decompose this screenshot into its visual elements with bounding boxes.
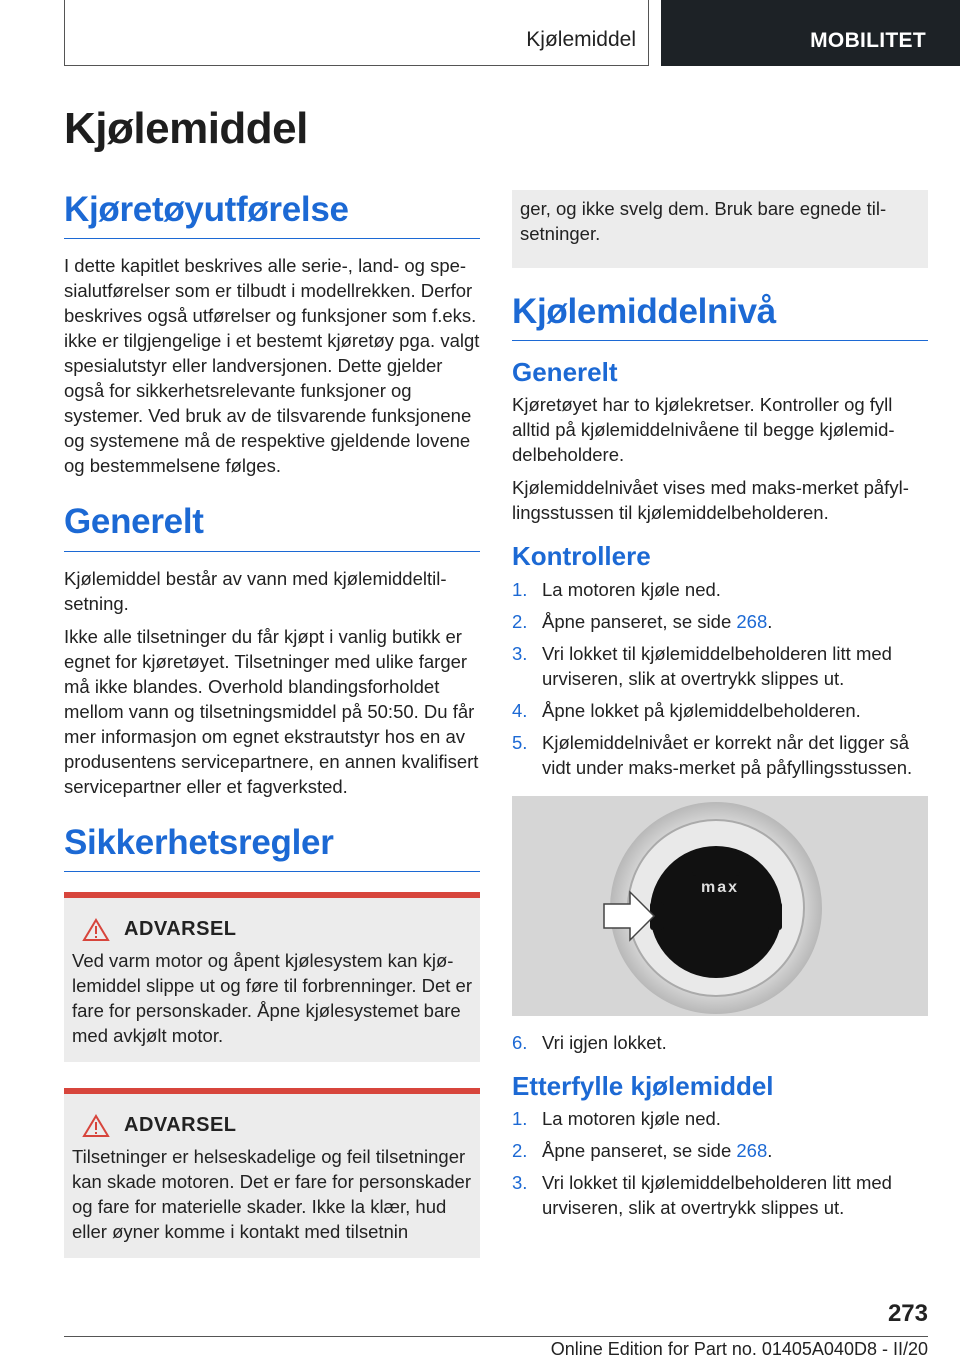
coolant-general-text-2: Kjølemiddelnivået vises med maks-merket påfyllingsstussen til kjølemiddelbeholderen. <box>512 477 909 524</box>
coolant-filler-illustration <box>512 796 928 1016</box>
warning-text-continued: ger, og ikke svelg dem. Bruk bare egnede tilsetninger. <box>520 198 887 244</box>
list-item: 4. Åpne lokket på kjølemiddelbeholderen. <box>512 699 861 721</box>
heading-coolant-level: Kjølemiddelnivå <box>512 292 928 341</box>
heading-general: Generelt <box>64 502 480 551</box>
section-general <box>64 502 480 798</box>
subheading-check: Kontrollere <box>512 541 651 572</box>
list-item: 3. Vri lokket til kjølemiddelbeholderen litt med urviseren, slik at overtrykk slippes ut. <box>512 1171 892 1218</box>
right-column <box>512 190 928 1227</box>
page-header <box>64 0 960 66</box>
max-mark-label: max <box>700 878 740 896</box>
warning-title: ADVARSEL <box>124 918 237 941</box>
list-item: 1. La motoren kjøle ned. <box>512 578 721 600</box>
warning-header <box>72 918 472 942</box>
warning-triangle-icon <box>82 1114 110 1138</box>
list-item: 5. Kjølemiddelnivået er korrekt når det ligger så vidt under maks-merket på påfyllingsstussen. <box>512 731 913 778</box>
page-link[interactable]: 268 <box>736 610 768 632</box>
page-title: Kjølemiddel <box>64 104 308 153</box>
heading-safety: Sikkerhetsregler <box>64 823 480 872</box>
left-column <box>64 190 480 1258</box>
warning-title: ADVARSEL <box>124 1114 237 1137</box>
warning-header <box>72 1114 472 1138</box>
general-text-2: Ikke alle tilsetninger du får kjøpt i vanlig butikk er egnet for kjøretøyet. Tilsetninger med ulike farger må ikke blandes. Overhold blandingsforholdet mellom vann og tilsetningsmiddel på 50:50. Du får mer informasjon om egnet ekstrautstyr hos en av produsentens servicepartnere, en annen kvalifisert servicepartner eller et fagverksted. <box>64 625 479 797</box>
refill-steps-list <box>512 1106 928 1220</box>
warning-box-2 <box>64 1088 480 1258</box>
coolant-filler-figure <box>512 796 928 1016</box>
list-item: 2. Åpne panseret, se side 268. <box>512 610 773 632</box>
edition-text: Online Edition for Part no. 01405A040D8 - II/20 <box>550 1339 928 1359</box>
list-item: 6. Vri igjen lokket. <box>512 1031 667 1053</box>
header-section-box <box>661 0 960 66</box>
subheading-general: Generelt <box>512 357 618 388</box>
warning-triangle-icon <box>82 918 110 942</box>
page-number: 273 <box>887 1300 928 1327</box>
list-item: 2. Åpne panseret, se side 268. <box>512 1139 773 1161</box>
list-item: 3. Vri lokket til kjølemiddelbeholderen litt med urviseren, slik at overtrykk slippes ut. <box>512 642 892 689</box>
general-text-1: Kjølemiddel består av vann med kjølemiddeltilsetning. <box>64 567 447 614</box>
warning-box-2-continued <box>512 190 928 268</box>
warning-text: Ved varm motor og åpent kjølesystem kan kjølemiddel slippe ut og føre til forbrenninger. Det er fare for personskader. Åpne kjølesystemet bare med avkjølt motor. <box>72 949 473 1046</box>
list-item: 1. La motoren kjøle ned. <box>512 1107 721 1129</box>
section-safety <box>64 823 480 1258</box>
heading-vehicle-version: Kjøretøyutførelse <box>64 190 480 239</box>
header-chapter-box <box>64 0 649 66</box>
coolant-general-text-1: Kjøretøyet har to kjølekretser. Kontroller og fyll alltid på kjølemiddelnivåene til begge kjølemiddelbeholdere. <box>512 394 895 466</box>
warning-text: Tilsetninger er helseskadelige og feil tilsetninger kan skade motoren. Det er fare for personskader og fare for materielle skader. Ikke la klær, hud eller øyner komme i kontakt med tilsetnin <box>72 1145 471 1242</box>
footer-rule <box>64 1336 928 1337</box>
header-chapter: Kjølemiddel <box>526 28 636 51</box>
header-section: MOBILITET <box>810 29 926 52</box>
warning-box-1 <box>64 892 480 1062</box>
check-steps-list <box>512 577 928 780</box>
page-link[interactable]: 268 <box>736 1139 768 1161</box>
vehicle-version-text: I dette kapitlet beskrives alle serie-, land- og spesialutførelser som er tilbudt i modellrekken. Derfor beskrives også utførelser og funksjoner som f.eks. ikke er tilgjengelige i et bestemt kjøretøy pga. valgt spesialutstyr eller landversjonen. Dette gjelder også for sikkerhetsrelevante funksjoner og systemer. Ved bruk av de tilsvarende funksjonene og systemene må de respektive gjeldende lovene og bestemmelsene følges. <box>64 255 480 477</box>
subheading-refill: Etterfylle kjølemiddel <box>512 1070 774 1101</box>
check-step-6 <box>512 1030 928 1055</box>
